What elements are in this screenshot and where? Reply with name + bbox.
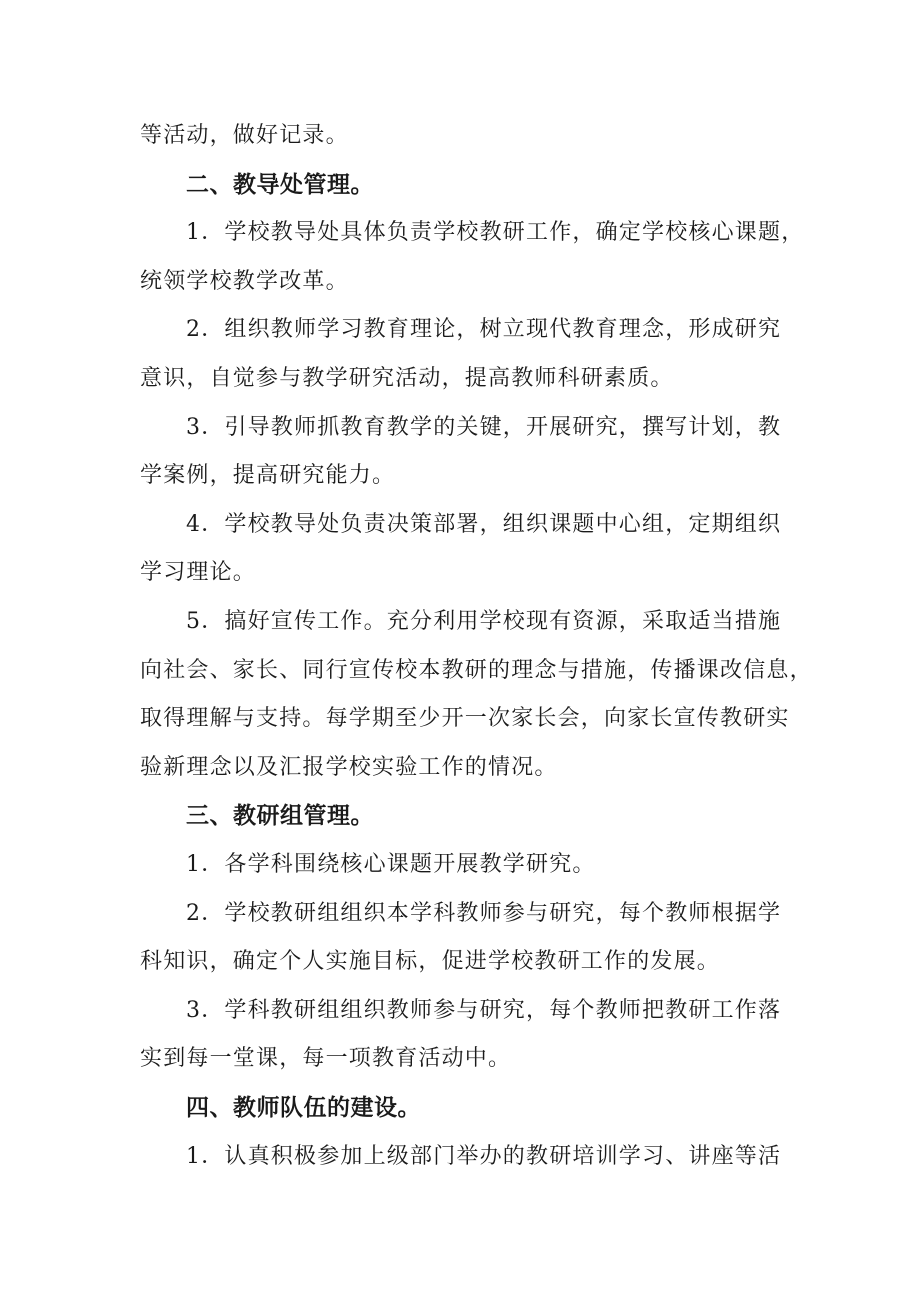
- text-line: 1．各学科围绕核心课题开展教学研究。: [186, 852, 596, 877]
- section-heading: 二、教导处管理。: [186, 171, 374, 198]
- section-heading: 三、教研组管理。: [186, 803, 374, 830]
- text-line: 向社会、家长、同行宣传校本教研的理念与措施，传播课改信息，: [140, 657, 813, 683]
- text-line: 意识，自觉参与教学研究活动，提高教师科研素质。: [140, 366, 674, 391]
- section-heading: 四、教师队伍的建设。: [186, 1095, 421, 1121]
- text-line: 5．搞好宣传工作。充分利用学校现有资源，采取适当措施: [186, 609, 782, 634]
- text-line: 学案例，提高研究能力。: [140, 463, 396, 489]
- text-line: 等活动，做好记录。: [140, 123, 349, 148]
- text-line: 2．学校教研组组织本学科教师参与研究，每个教师根据学: [186, 900, 782, 926]
- text-line: 实到每一堂课，每一项教育活动中。: [140, 1046, 512, 1072]
- text-line: 学习理论。: [140, 560, 257, 586]
- text-line: 3．学科教研组组织教师参与研究，每个教师把教研工作落: [186, 997, 782, 1023]
- text-line: 验新理念以及汇报学校实验工作的情况。: [140, 754, 558, 780]
- text-line: 2．组织教师学习教育理论，树立现代教育理念，形成研究: [186, 317, 782, 343]
- text-line: 3．引导教师抓教育教学的关键，开展研究，撰写计划，教: [186, 414, 782, 440]
- text-line: 1．学校教导处具体负责学校教研工作，确定学校核心课题，: [186, 220, 805, 246]
- text-line: 科知识，确定个人实施目标，促进学校教研工作的发展。: [140, 949, 721, 975]
- text-line: 4．学校教导处负责决策部署，组织课题中心组，定期组织: [186, 511, 782, 537]
- text-line: 统领学校教学改革。: [140, 268, 349, 294]
- text-line: 取得理解与支持。每学期至少开一次家长会，向家长宣传教研实: [140, 706, 790, 732]
- text-line: 1．认真积极参加上级部门举办的教研培训学习、讲座等活: [186, 1143, 782, 1169]
